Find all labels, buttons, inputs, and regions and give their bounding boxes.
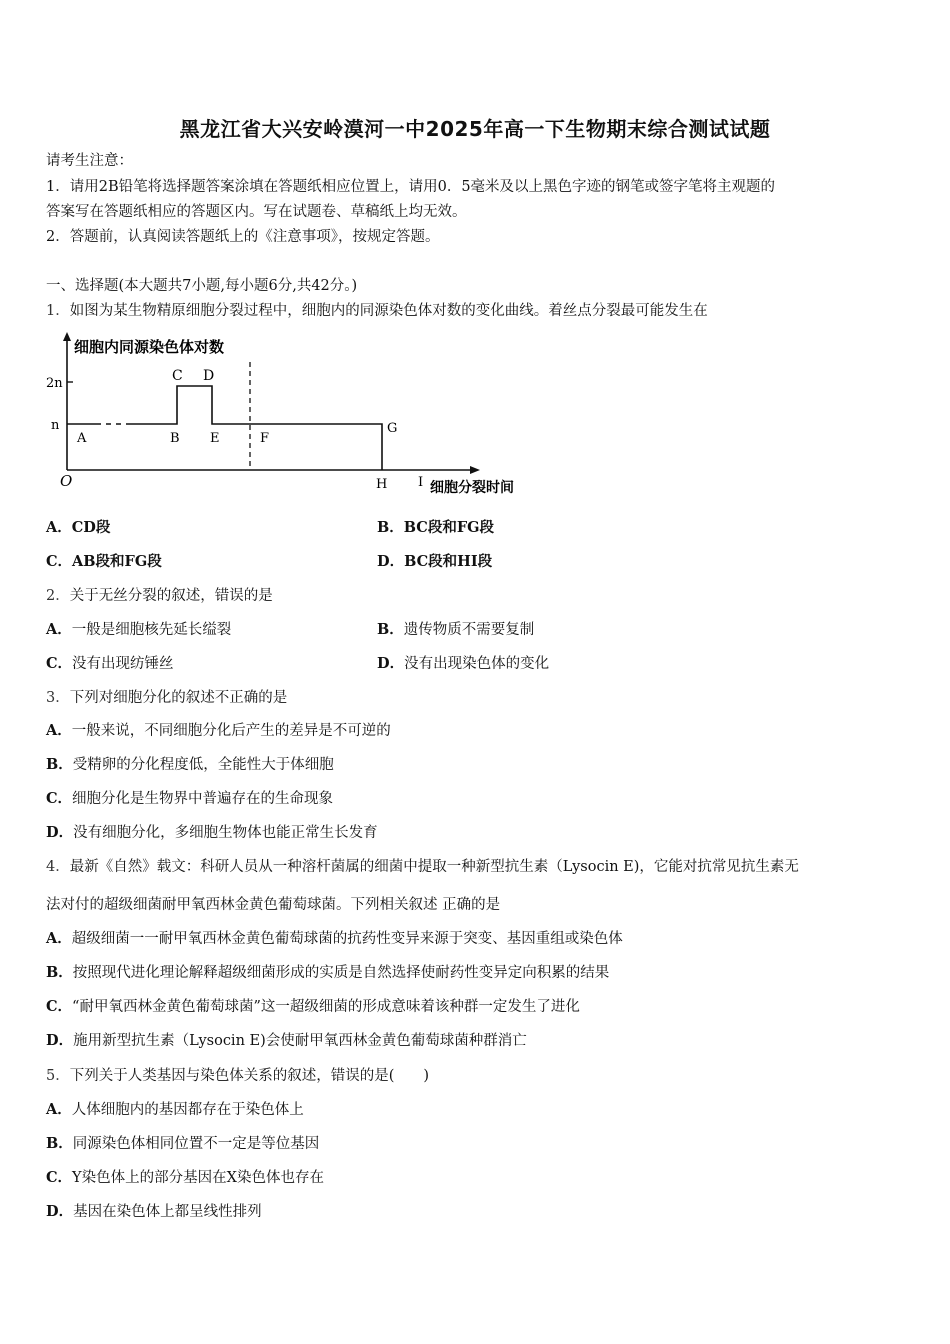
question-1-option-a[interactable] [46, 518, 110, 538]
question-1-stem [46, 301, 708, 321]
question-2-option-b[interactable] [377, 620, 534, 640]
question-4-option-c[interactable] [46, 997, 580, 1017]
option-letter: C． [46, 655, 73, 672]
y-axis-label: 细胞内同源染色体对数 [74, 338, 225, 356]
point-label-f: F [260, 431, 270, 446]
option-letter: A． [46, 930, 72, 947]
page-title: 黑龙江省大兴安岭漠河一中2025年高一下生物期末综合测试试题 [179, 117, 771, 141]
notice-item-2: 2．答题前，认真阅读答题纸上的《注意事项》，按规定答题。 [46, 229, 440, 245]
point-label-b: B [170, 431, 180, 446]
option-letter: B． [46, 1135, 73, 1152]
question-1-option-d[interactable] [377, 552, 492, 572]
notice-item-1-line-1: 1．请用2B铅笔将选择题答案涂填在答题纸相应位置上，请用0．5毫米及以上黑色字迹的钢笔或签字笔将主观题的 [46, 179, 776, 195]
question-2-option-a[interactable] [46, 620, 231, 640]
option-text: CD段 [71, 519, 111, 536]
option-text: 同源染色体相同位置不一定是等位基因 [72, 1136, 320, 1152]
option-letter: B． [46, 964, 73, 981]
question-3-option-c[interactable] [46, 789, 333, 809]
question-1-option-b[interactable] [377, 518, 494, 538]
question-4-number: 4． [46, 859, 70, 875]
option-letter: A． [46, 722, 72, 739]
question-4-option-b[interactable] [46, 963, 609, 983]
option-letter: D． [46, 824, 74, 841]
question-3-option-d[interactable] [46, 823, 378, 843]
option-letter: D． [46, 1203, 74, 1220]
question-5-stem [46, 1066, 429, 1086]
question-5-option-a[interactable] [46, 1100, 304, 1120]
question-1-option-c[interactable] [46, 552, 162, 572]
question-4-text-line-1: 最新《自然》载文：科研人员从一种溶杆菌属的细菌中提取一种新型抗生素（Lysocin E)，它能对抗常见抗生素无 [69, 859, 799, 875]
question-5-option-c[interactable] [46, 1168, 324, 1188]
option-letter: C． [46, 1169, 73, 1186]
notice-heading: 请考生注意： [46, 153, 133, 169]
question-2-number: 2． [46, 588, 70, 604]
y-tick-label-2n: 2n [46, 376, 63, 391]
option-text: BC段和HI段 [404, 553, 493, 570]
option-text: 没有细胞分化，多细胞生物体也能正常生长发育 [73, 825, 378, 841]
question-4-option-d[interactable] [46, 1031, 527, 1051]
option-letter: B． [377, 519, 404, 536]
origin-label: O [60, 472, 73, 490]
option-text: AB段和FG段 [72, 553, 162, 570]
question-4-option-a[interactable] [46, 929, 623, 949]
question-5-option-b[interactable] [46, 1134, 319, 1154]
option-letter: C． [46, 553, 73, 570]
option-letter: B． [46, 756, 73, 773]
option-text: Y染色体上的部分基因在X染色体也存在 [72, 1170, 324, 1186]
x-axis-label: 细胞分裂时间 [430, 480, 514, 496]
question-3-number: 3． [46, 690, 70, 706]
point-label-c: C [172, 368, 183, 384]
question-2-option-d[interactable] [377, 654, 549, 674]
option-text: 没有出现纺锤丝 [72, 656, 174, 672]
point-label-g: G [387, 421, 398, 436]
question-5-number: 5． [46, 1068, 70, 1084]
option-letter: A． [46, 1101, 72, 1118]
chromosome-pair-chart [40, 332, 540, 502]
question-3-option-a[interactable] [46, 721, 391, 741]
option-letter: D． [377, 655, 405, 672]
x-axis-arrow [470, 466, 480, 474]
point-label-a: A [77, 431, 87, 446]
question-3-text: 下列对细胞分化的叙述不正确的是 [69, 690, 288, 706]
notice-item-1-line-2: 答案写在答题纸相应的答题区内。写在试题卷、草稿纸上均无效。 [46, 204, 467, 220]
point-label-d: D [203, 368, 215, 384]
option-text: 遗传物质不需要复制 [403, 622, 535, 638]
option-letter: D． [46, 1032, 74, 1049]
option-text: “耐甲氧西林金黄色葡萄球菌”这一超级细菌的形成意味着该种群一定发生了进化 [72, 999, 580, 1015]
y-tick-label-n: n [51, 418, 60, 433]
section-heading: 一、选择题(本大题共7小题,每小题6分,共42分。) [46, 278, 358, 294]
question-2-text: 关于无丝分裂的叙述，错误的是 [69, 588, 273, 604]
option-letter: C． [46, 998, 73, 1015]
question-4-stem-line-2: 法对付的超级细菌耐甲氧西林金黄色葡萄球菌。下列相关叙述 正确的是 [46, 897, 501, 913]
question-4-stem-line-1 [46, 857, 799, 877]
option-text: 施用新型抗生素（Lysocin E)会使耐甲氧西林金黄色葡萄球菌种群消亡 [73, 1033, 527, 1049]
point-label-h: H [376, 477, 388, 492]
curve-segment-main [126, 386, 382, 470]
option-text: 细胞分化是生物界中普遍存在的生命现象 [72, 791, 334, 807]
option-text: 基因在染色体上都呈线性排列 [73, 1204, 262, 1220]
question-2-option-c[interactable] [46, 654, 174, 674]
question-1-text: 如图为某生物精原细胞分裂过程中，细胞内的同源染色体对数的变化曲线。着丝点分裂最可能发生在 [69, 303, 708, 319]
option-text: 按照现代进化理论解释超级细菌形成的实质是自然选择使耐药性变异定向积累的结果 [72, 965, 610, 981]
option-text: 没有出现染色体的变化 [404, 656, 550, 672]
option-letter: C． [46, 790, 73, 807]
option-text: 人体细胞内的基因都存在于染色体上 [71, 1102, 304, 1118]
option-text: 超级细菌一一耐甲氧西林金黄色葡萄球菌的抗药性变异来源于突变、基因重组或染色体 [71, 931, 623, 947]
question-5-text: 下列关于人类基因与染色体关系的叙述，错误的是( ) [69, 1068, 430, 1084]
option-letter: B． [377, 621, 404, 638]
y-axis-arrow [63, 332, 71, 341]
option-text: BC段和FG段 [403, 519, 495, 536]
option-text: 一般来说，不同细胞分化后产生的差异是不可逆的 [71, 723, 391, 739]
question-5-option-d[interactable] [46, 1202, 262, 1222]
point-label-i: I [418, 475, 424, 490]
option-text: 受精卵的分化程度低，全能性大于体细胞 [72, 757, 334, 773]
option-letter: A． [46, 519, 72, 536]
option-text: 一般是细胞核先延长缢裂 [71, 622, 232, 638]
question-3-stem [46, 688, 287, 708]
option-letter: D． [377, 553, 405, 570]
question-1-number: 1． [46, 303, 70, 319]
point-label-e: E [210, 431, 220, 446]
question-2-stem [46, 586, 273, 606]
question-3-option-b[interactable] [46, 755, 334, 775]
option-letter: A． [46, 621, 72, 638]
